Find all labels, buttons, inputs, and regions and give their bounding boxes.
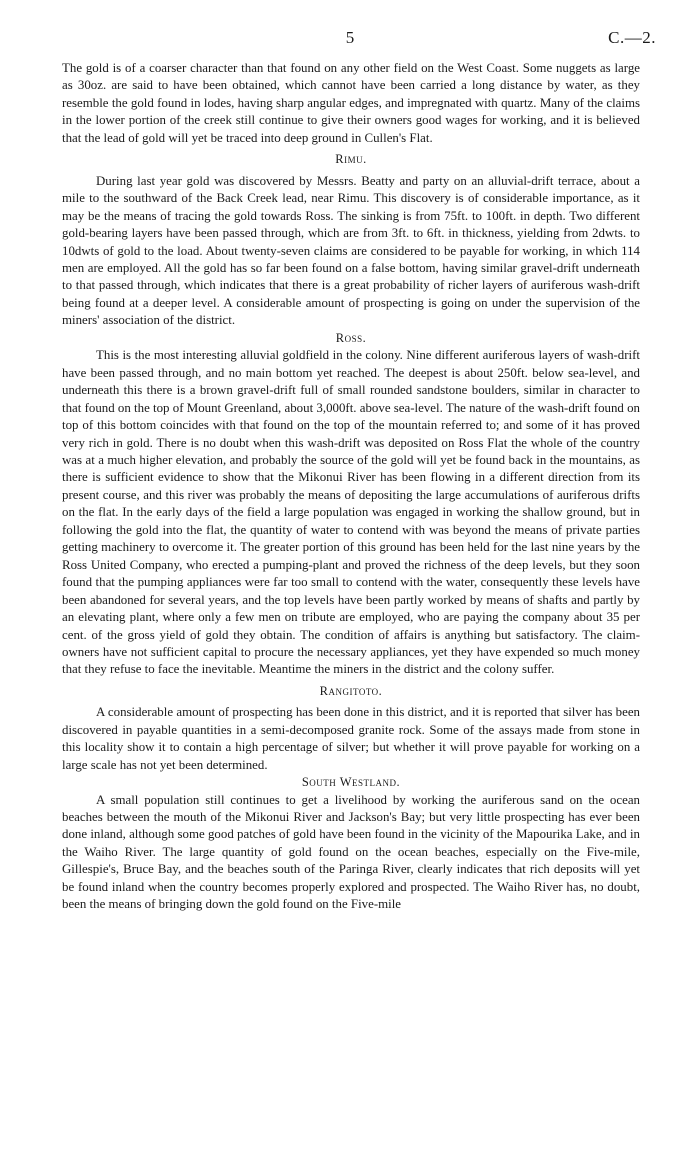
document-reference: C.—2. — [608, 28, 656, 47]
section-heading-rangitoto: Rangitoto. — [319, 683, 383, 698]
paragraph-ross: This is the most interesting alluvial goldfield in the colony. Nine different auriferous layers of wash-drift have been passed through, and no main bottom yet reached. The deepest is about 250ft. below sea-level, and underneath this there is a brown gravel-drift full of small rounded sandstone boulders, similar in character to that found on the top of Mount Greenland, about 3,000ft. above sea-level. The nature of the wash-drift found on top of this bottom coincides with that found on the top of the mountain referred to; and some of it has proved very rich in gold. There is no doubt when this wash-drift was deposited on Ross Flat the whole of the country was at a much higher elevation, and probably the source of the gold will yet be found back in the mountains, as there is sufficient evidence to show that the Mikonui River has been flowing in a different direction from its present course, and this river was probably the means of depositing the large accumulations of auriferous drifts on the flat. In the early days of the field a large population was engaged in working the shallow ground, but in following the gold into the flat, the quantity of water to contend with was beyond the means of private parties getting machinery to overcome it. The greater portion of this ground has been held for the last nine years by the Ross United Company, who erected a pumping-plant and proved the richness of the deep levels, but they soon found that the pumping appliances were far too small to contend with the water, consequently these levels have been abandoned for several years, and the top levels have been partly worked by means of shafts and partly by an elevating plant, where only a few men on tribute are employed, who are paying the company about 35 per cent. of the gross yield of gold they obtain. The condition of affairs is anything but satisfactory. The claim-owners have not sufficient capital to procure the necessary appliances, yet they have expended so much money that they refuse to face the inevitable. Meantime the miners in the district and the colony suffer. — [62, 348, 640, 677]
paragraph-rimu: During last year gold was discovered by Messrs. Beatty and party on an alluvial-drift terrace, about a mile to the southward of the Back Creek lead, near Rimu. This discovery is of considerable importance, as it may be the means of tracing the gold towards Ross. The sinking is from 75ft. to 100ft. in depth. Two different gold-bearing layers have been passed through, which are from 3ft. to 6ft. in thickness, yielding from 2dwts. to 10dwts of gold to the load. About twenty-seven claims are considered to be payable for working, in which 114 men are employed. All the gold has so far been found on a false bottom, having similar gravel-drift underneath to that passed through, which indicates that there is a great probability of richer layers of auriferous wash-drift being found at a deeper level. A considerable amount of prospecting is going on under the supervision of the miners' association of the district. — [62, 173, 640, 328]
section-heading-rimu: Rimu. — [335, 152, 367, 167]
section-heading-ross: Ross. — [335, 330, 367, 345]
page-body — [62, 60, 640, 914]
page-number: 5 — [345, 28, 355, 47]
paragraph-cullens-flat: The gold is of a coarser character than that found on any other field on the West Coast. Some nuggets as large as 30oz. are said to have been obtained, which cannot have been carried a long distance by water, as they resemble the gold found in lodes, having sharp angular edges, and impregnated with quartz. Many of the claims in the lower portion of the creek still continue to give their owners good wages for working, and it is believed that the lead of gold will yet be traced into deep ground in Cullen's Flat. — [62, 61, 640, 145]
section-heading-south-westland: South Westland. — [301, 775, 401, 790]
paragraph-rangitoto: A considerable amount of prospecting has been done in this district, and it is reported that silver has been discovered in payable quantities in a semi-decomposed granite rock. Some of the assays made from stone in this locality show it to contain a high percentage of silver; but whether it will prove payable for working on a large scale has not yet been determined. — [62, 705, 640, 772]
paragraph-south-westland: A small population still continues to get a livelihood by working the auriferous sand on the ocean beaches between the mouth of the Mikonui River and Jackson's Bay; but very little prospecting has ever been done inland, although some good patches of gold have been found in the vicinity of the Mapourika Lake, and in the Waiho River. The large quantity of gold found on the ocean beaches, especially on the Five-mile, Gillespie's, Bruce Bay, and the beaches south of the Paringa River, clearly indicates that rich deposits will yet be found inland when the country becomes properly explored and prospected. The Waiho River has, no doubt, been the means of bringing down the gold found on the Five-mile — [62, 792, 640, 912]
